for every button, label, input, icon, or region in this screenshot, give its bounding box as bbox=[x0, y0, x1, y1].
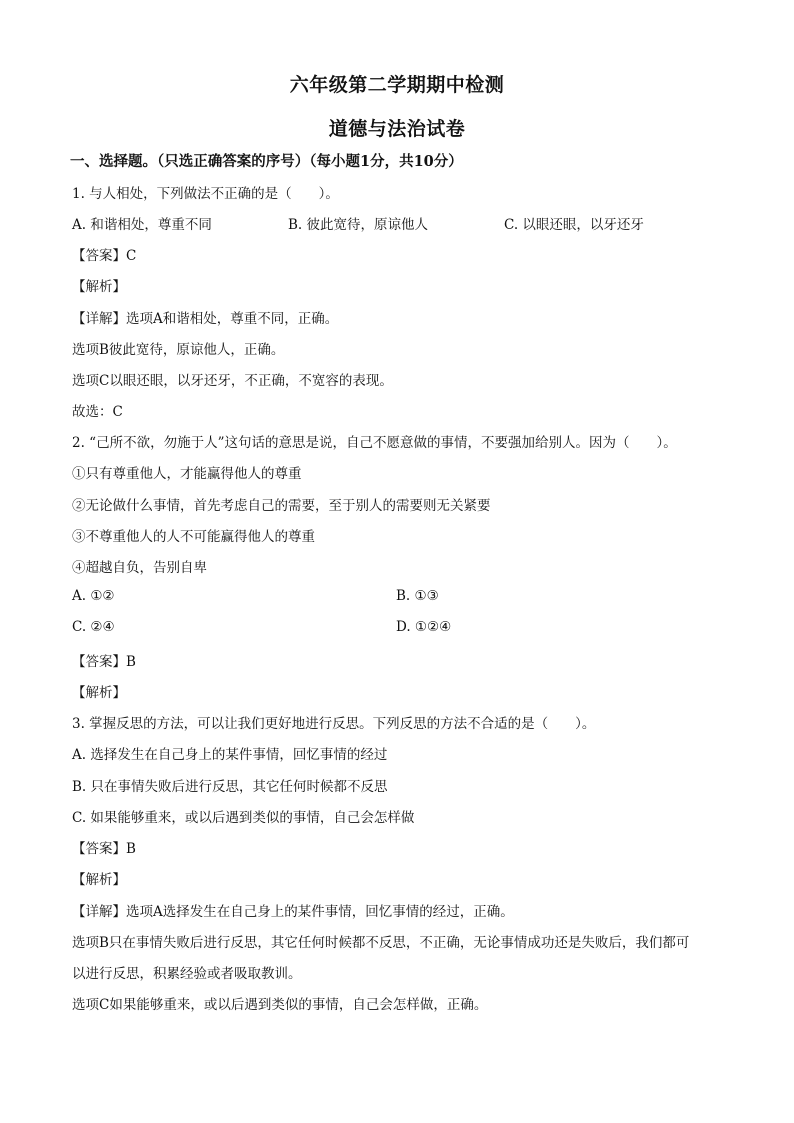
question-2-item-2: ②无论做什么事情，首先考虑自己的需要，至于别人的需要则无关紧要 bbox=[72, 498, 491, 514]
question-2-option-d: D. ①②④ bbox=[396, 619, 452, 635]
question-3-option-c: C. 如果能够重来，或以后遇到类似的事情，自己会怎样做 bbox=[72, 810, 415, 826]
page-subtitle: 道德与法治试卷 bbox=[328, 118, 466, 140]
section-heading: 一、选择题。（只选正确答案的序号）（每小题1分，共10分） bbox=[70, 153, 463, 170]
question-1-detail-1: 【详解】选项A和谐相处，尊重不同，正确。 bbox=[72, 311, 339, 327]
question-2-item-4: ④超越自负，告别自卑 bbox=[72, 560, 207, 576]
question-1-option-c: C. 以眼还眼，以牙还牙 bbox=[504, 217, 644, 233]
question-3-option-a: A. 选择发生在自己身上的某件事情，回忆事情的经过 bbox=[72, 747, 388, 763]
question-2-option-c: C. ②④ bbox=[72, 619, 115, 635]
question-1-stem: 1. 与人相处，下列做法不正确的是（ ）。 bbox=[72, 186, 339, 202]
question-3-detail-3: 选项C如果能够重来，或以后遇到类似的事情，自己会怎样做，正确。 bbox=[72, 997, 488, 1013]
question-1-option-b: B. 彼此宽待，原谅他人 bbox=[288, 217, 429, 233]
question-2-answer: 【答案】B bbox=[72, 654, 136, 670]
question-3-stem: 3. 掌握反思的方法，可以让我们更好地进行反思。下列反思的方法不合适的是（ ）。 bbox=[72, 716, 596, 732]
question-1-option-a: A. 和谐相处，尊重不同 bbox=[72, 217, 212, 233]
question-1-conclusion: 故选：C bbox=[72, 404, 123, 420]
question-3-detail-2b: 以进行反思，积累经验或者吸取教训。 bbox=[72, 966, 302, 982]
question-2-analysis-label: 【解析】 bbox=[72, 685, 126, 701]
question-3-option-b: B. 只在事情失败后进行反思，其它任何时候都不反思 bbox=[72, 779, 388, 795]
question-3-answer: 【答案】B bbox=[72, 841, 136, 857]
question-3-detail-1: 【详解】选项A选择发生在自己身上的某件事情，回忆事情的经过，正确。 bbox=[72, 904, 514, 920]
page-title: 六年级第二学期期中检测 bbox=[289, 74, 505, 96]
question-2-item-1: ①只有尊重他人，才能赢得他人的尊重 bbox=[72, 466, 302, 482]
question-3-analysis-label: 【解析】 bbox=[72, 872, 126, 888]
question-2-item-3: ③不尊重他人的人不可能赢得他人的尊重 bbox=[72, 529, 315, 545]
question-2-stem: 2. “己所不欲，勿施于人”这句话的意思是说，自己不愿意做的事情，不要强加给别人。因为（ ）。 bbox=[72, 435, 677, 451]
question-2-option-a: A. ①② bbox=[72, 588, 115, 604]
question-2-option-b: B. ①③ bbox=[396, 588, 439, 604]
question-3-detail-2a: 选项B只在事情失败后进行反思，其它任何时候都不反思，不正确，无论事情成功还是失败后，我们都可 bbox=[72, 935, 690, 951]
question-1-detail-2: 选项B彼此宽待，原谅他人，正确。 bbox=[72, 342, 285, 358]
question-1-analysis-label: 【解析】 bbox=[72, 279, 126, 295]
question-1-answer: 【答案】C bbox=[72, 248, 137, 264]
question-1-detail-3: 选项C以眼还眼，以牙还牙，不正确，不宽容的表现。 bbox=[72, 373, 393, 389]
